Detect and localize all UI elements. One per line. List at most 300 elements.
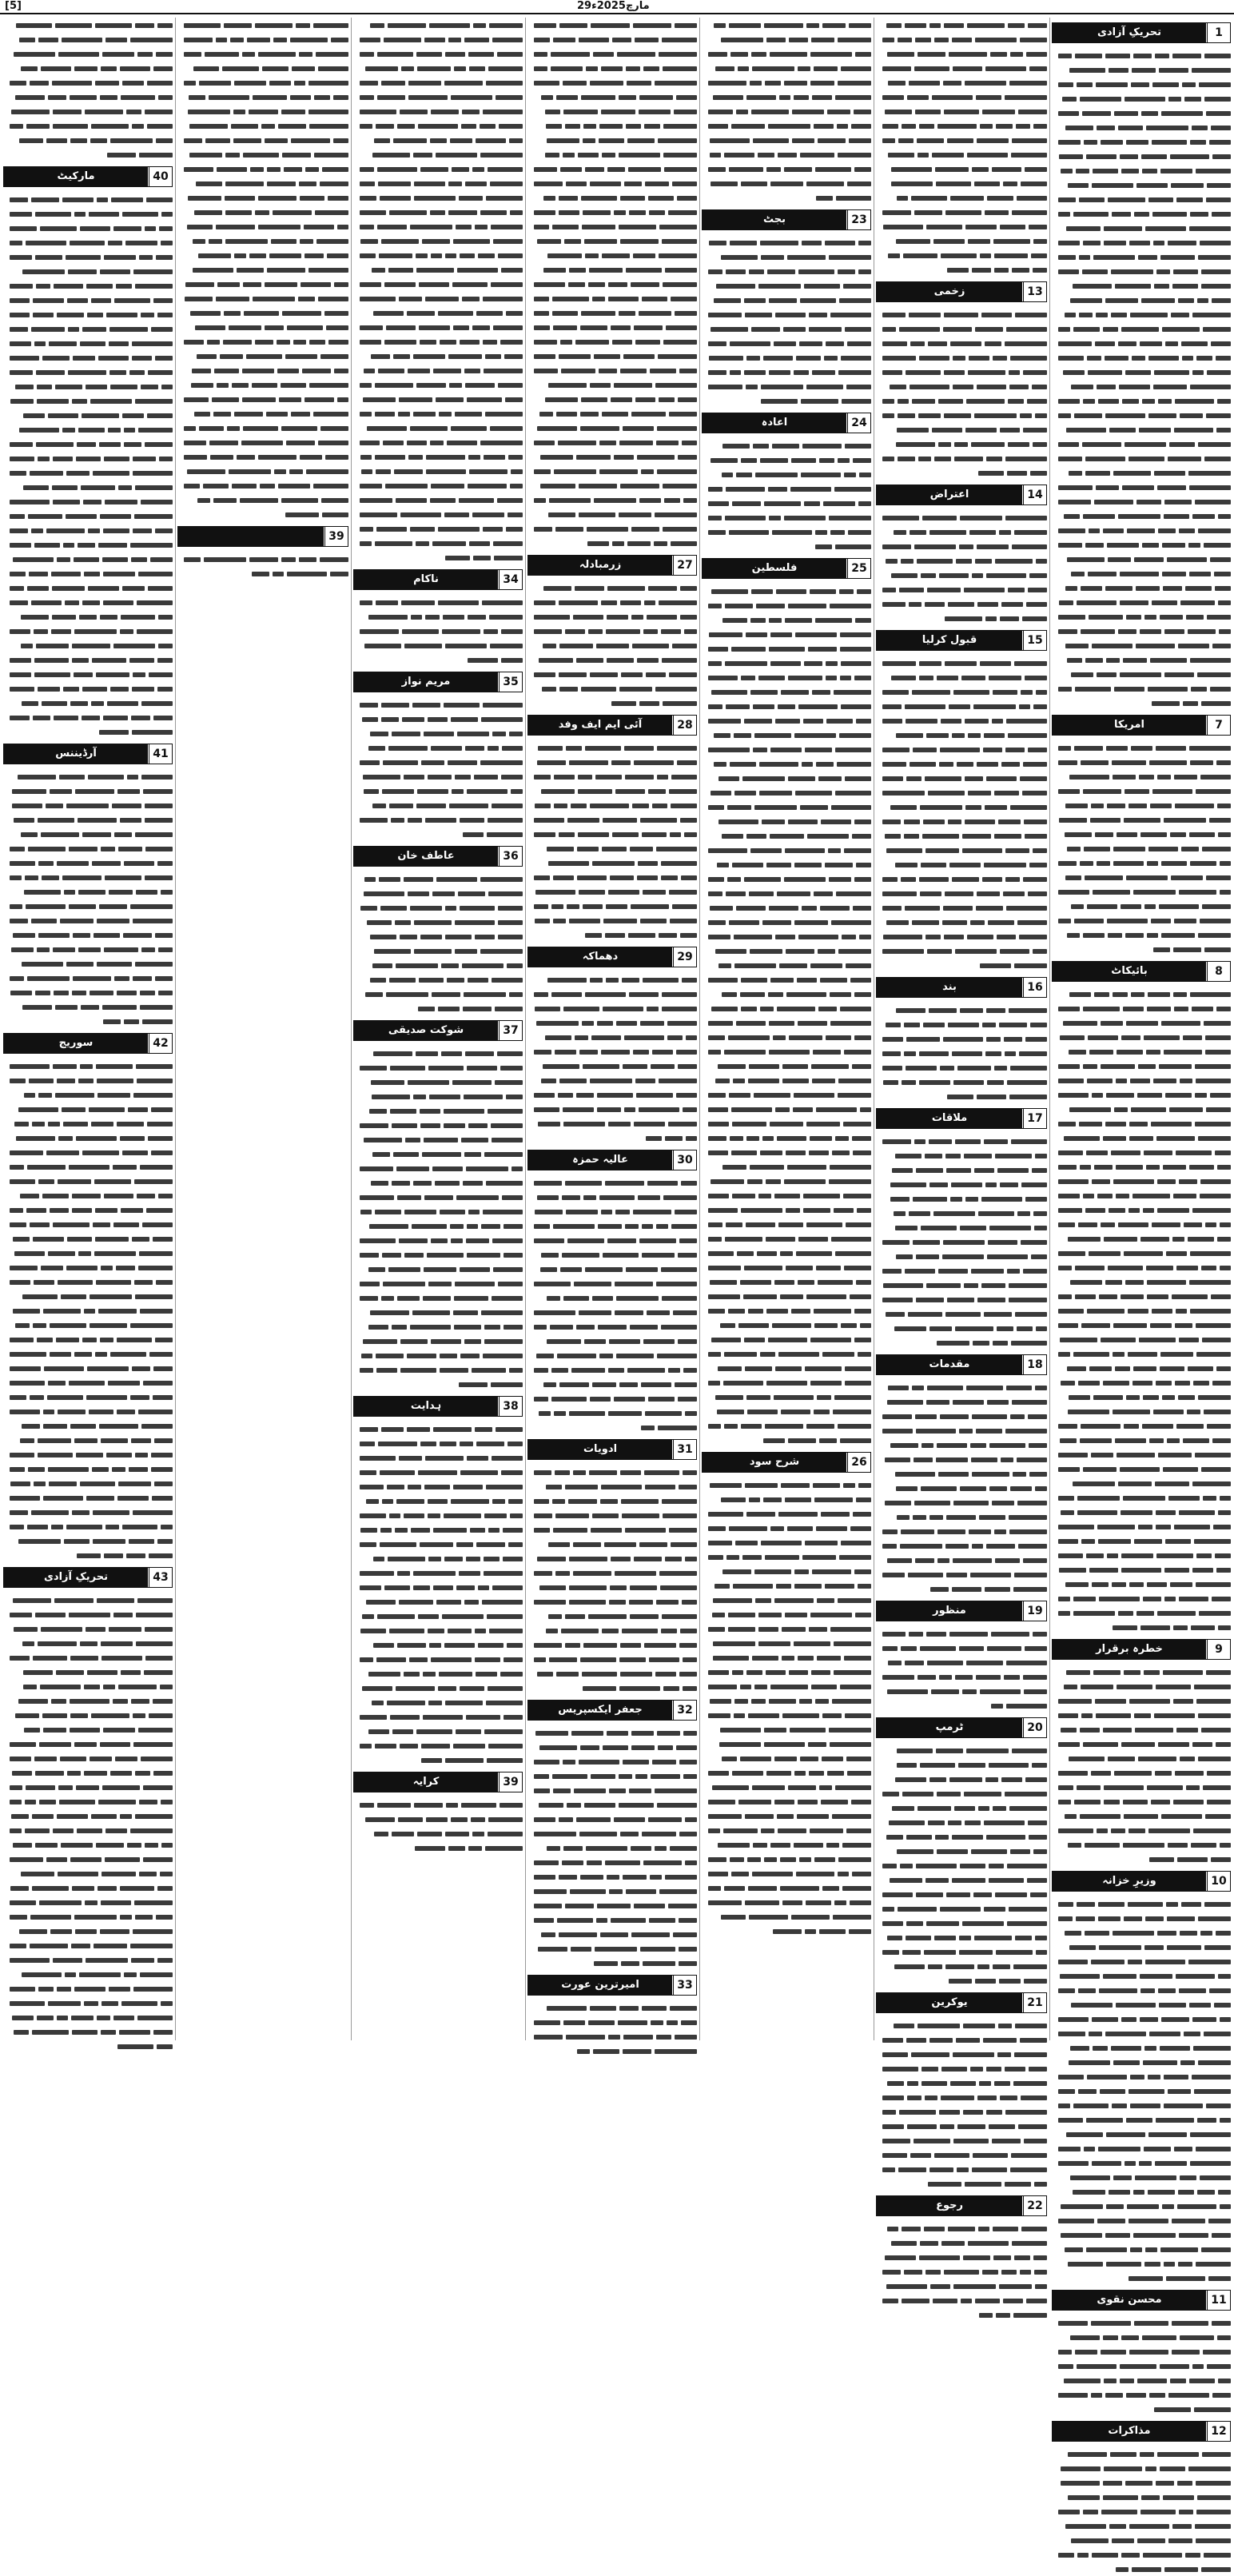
article-body xyxy=(1052,987,1231,1634)
text-line xyxy=(702,1289,871,1303)
text-line xyxy=(527,855,697,870)
continuation-title: ہدایت xyxy=(354,1397,499,1416)
continuation-header xyxy=(353,1396,523,1417)
text-line xyxy=(3,1751,173,1765)
text-line xyxy=(527,233,697,248)
text-line xyxy=(353,1623,523,1637)
text-line xyxy=(177,147,348,161)
text-line xyxy=(1052,841,1231,855)
text-line xyxy=(1052,1490,1231,1505)
text-line xyxy=(527,104,697,118)
text-line xyxy=(702,1188,871,1202)
text-line xyxy=(527,521,697,536)
text-line xyxy=(527,262,697,277)
text-line xyxy=(876,307,1047,321)
text-line xyxy=(876,336,1047,350)
text-line xyxy=(3,942,173,956)
text-line xyxy=(876,1581,1047,1596)
text-line xyxy=(876,1306,1047,1321)
text-line xyxy=(876,1423,1047,1438)
text-line xyxy=(3,1794,173,1808)
text-line xyxy=(3,1174,173,1188)
text-line xyxy=(353,262,523,277)
continuation-number: 22 xyxy=(1023,2196,1046,2215)
text-line xyxy=(1052,465,1231,480)
text-line xyxy=(3,1808,173,1823)
text-line xyxy=(1052,1983,1231,1997)
article-body xyxy=(1052,2446,1231,2576)
text-line xyxy=(353,638,523,652)
text-line xyxy=(527,18,697,32)
text-line xyxy=(353,305,523,320)
continuation-number: 26 xyxy=(847,1453,870,1472)
text-line xyxy=(1052,91,1231,106)
text-line xyxy=(876,1669,1047,1684)
text-line xyxy=(353,755,523,769)
continuation-number: 13 xyxy=(1023,282,1046,301)
text-line xyxy=(1052,870,1231,884)
text-line xyxy=(3,1260,173,1274)
text-line xyxy=(876,1495,1047,1509)
continuation-number: 27 xyxy=(673,556,696,575)
text-line xyxy=(1052,2155,1231,2170)
continuation-header xyxy=(1052,22,1231,43)
text-line xyxy=(876,393,1047,408)
text-line xyxy=(876,1815,1047,1829)
text-line xyxy=(353,1334,523,1348)
text-line xyxy=(353,1319,523,1334)
news-column xyxy=(1052,18,1231,2438)
text-line xyxy=(3,1679,173,1693)
text-line xyxy=(876,2235,1047,2250)
text-line xyxy=(3,1895,173,1909)
text-line xyxy=(177,176,348,190)
text-line xyxy=(3,104,173,118)
text-line xyxy=(3,61,173,75)
text-line xyxy=(3,1693,173,1708)
article-body xyxy=(527,1725,697,1970)
continuation-title: مذاکرات xyxy=(1053,2422,1207,2441)
text-line xyxy=(527,913,697,927)
text-line xyxy=(177,492,348,507)
text-line xyxy=(527,884,697,899)
continuation-header xyxy=(702,209,871,230)
text-line xyxy=(1052,784,1231,798)
text-line xyxy=(527,2000,697,2015)
text-line xyxy=(353,900,523,915)
text-line xyxy=(527,507,697,521)
text-line xyxy=(353,697,523,712)
continuation-header xyxy=(527,1700,697,1721)
text-line xyxy=(3,999,173,1014)
text-line xyxy=(1052,494,1231,508)
text-line xyxy=(527,1406,697,1420)
continuation-header xyxy=(353,1772,523,1792)
text-line xyxy=(3,827,173,841)
text-line xyxy=(702,1549,871,1564)
text-line xyxy=(3,1952,173,1967)
text-line xyxy=(3,1014,173,1028)
continuation-number: 39 xyxy=(499,1772,522,1792)
text-line xyxy=(702,1361,871,1375)
text-line xyxy=(1052,2490,1231,2504)
text-line xyxy=(1052,451,1231,465)
continuation-header xyxy=(1052,2421,1231,2442)
text-line xyxy=(3,1159,173,1174)
text-line xyxy=(876,2162,1047,2176)
text-line xyxy=(876,1626,1047,1641)
text-line xyxy=(1052,1116,1231,1130)
text-line xyxy=(1052,537,1231,552)
text-line xyxy=(876,785,1047,800)
text-line xyxy=(527,1580,697,1594)
text-line xyxy=(3,1593,173,1607)
text-line xyxy=(702,1866,871,1880)
continuation-header xyxy=(527,555,697,576)
text-line xyxy=(3,1490,173,1505)
text-line xyxy=(3,422,173,437)
text-line xyxy=(527,1290,697,1305)
text-line xyxy=(702,1909,871,1924)
continuation-title: منظور xyxy=(877,1601,1023,1621)
text-line xyxy=(353,1465,523,1479)
text-line xyxy=(1052,1044,1231,1059)
text-line xyxy=(527,755,697,769)
text-line xyxy=(876,118,1047,133)
text-line xyxy=(702,857,871,871)
text-line xyxy=(876,2307,1047,2322)
text-line xyxy=(702,900,871,915)
text-line xyxy=(702,1535,871,1549)
text-line xyxy=(353,1103,523,1118)
text-line xyxy=(1052,523,1231,537)
text-line xyxy=(353,1609,523,1623)
text-line xyxy=(1052,149,1231,163)
text-line xyxy=(702,871,871,886)
continuation-number: 40 xyxy=(149,167,172,186)
issue-date: 29مارچ2025ء xyxy=(577,0,650,12)
text-line xyxy=(527,841,697,855)
text-line xyxy=(1052,62,1231,77)
text-line xyxy=(3,1289,173,1303)
text-line xyxy=(353,769,523,784)
text-line xyxy=(527,1247,697,1262)
text-line xyxy=(353,886,523,900)
text-line xyxy=(1052,235,1231,249)
continuation-header xyxy=(876,1992,1047,2013)
text-line xyxy=(876,1249,1047,1263)
continuation-number: 10 xyxy=(1207,1872,1230,1891)
text-line xyxy=(702,1765,871,1780)
text-line xyxy=(527,1956,697,1970)
text-line xyxy=(876,843,1047,857)
text-line xyxy=(1052,249,1231,264)
text-line xyxy=(527,972,697,987)
text-line xyxy=(3,1722,173,1737)
text-line xyxy=(353,871,523,886)
text-line xyxy=(1052,2199,1231,2213)
text-line xyxy=(702,336,871,350)
text-line xyxy=(353,784,523,798)
text-line xyxy=(702,1375,871,1390)
text-line xyxy=(1052,1260,1231,1274)
text-line xyxy=(527,349,697,363)
text-line xyxy=(702,1346,871,1361)
text-line xyxy=(527,1420,697,1434)
text-line xyxy=(702,1030,871,1044)
text-line xyxy=(702,828,871,843)
text-line xyxy=(1052,1708,1231,1722)
continuation-title: عالیہ حمزہ xyxy=(528,1150,673,1170)
text-line xyxy=(3,1780,173,1794)
text-line xyxy=(3,235,173,249)
text-line xyxy=(1052,1390,1231,1404)
text-line xyxy=(527,1522,697,1537)
article-body xyxy=(177,18,348,521)
text-line xyxy=(702,393,871,408)
text-line xyxy=(702,249,871,264)
continuation-title: مارکیٹ xyxy=(4,167,149,186)
text-line xyxy=(527,1826,697,1840)
text-line xyxy=(1052,1548,1231,1562)
text-line xyxy=(876,568,1047,582)
text-line xyxy=(177,349,348,363)
article-body xyxy=(527,1175,697,1434)
text-line xyxy=(1052,1102,1231,1116)
text-line xyxy=(353,827,523,841)
continuation-number: 11 xyxy=(1207,2291,1230,2310)
continuation-title: آئی ایم ایف وفد xyxy=(528,716,673,735)
continuation-title: زرمبادلہ xyxy=(528,556,673,575)
continuation-header xyxy=(3,1567,173,1588)
text-line xyxy=(353,392,523,406)
text-line xyxy=(702,728,871,742)
continuation-header xyxy=(1052,2290,1231,2311)
text-line xyxy=(1052,769,1231,784)
text-line xyxy=(177,219,348,233)
text-line xyxy=(3,798,173,812)
text-line xyxy=(3,552,173,566)
text-line xyxy=(353,1637,523,1652)
text-line xyxy=(353,1522,523,1537)
text-line xyxy=(527,1812,697,1826)
continuation-header xyxy=(1052,715,1231,736)
text-line xyxy=(876,321,1047,336)
text-line xyxy=(353,1218,523,1233)
text-line xyxy=(1052,1174,1231,1188)
text-line xyxy=(702,800,871,814)
text-line xyxy=(1052,987,1231,1001)
text-line xyxy=(1052,927,1231,942)
continuation-number: 29 xyxy=(673,947,696,967)
text-line xyxy=(3,321,173,336)
continuation-number: 28 xyxy=(673,716,696,735)
text-line xyxy=(527,1912,697,1927)
text-line xyxy=(702,972,871,987)
text-line xyxy=(1052,1433,1231,1447)
text-line xyxy=(876,1278,1047,1292)
text-line xyxy=(1052,1577,1231,1591)
text-line xyxy=(1052,812,1231,827)
continuation-title: جعفر ایکسپریس xyxy=(528,1701,673,1720)
text-line xyxy=(876,1206,1047,1220)
text-line xyxy=(353,943,523,958)
news-column xyxy=(353,18,523,2040)
text-line xyxy=(702,1044,871,1059)
text-line xyxy=(3,784,173,798)
text-line xyxy=(1052,48,1231,62)
article-body xyxy=(876,1380,1047,1596)
article-body xyxy=(3,192,173,739)
column-divider xyxy=(525,18,526,2040)
column-divider xyxy=(351,18,352,2040)
text-line xyxy=(876,1466,1047,1481)
text-line xyxy=(1052,1620,1231,1634)
text-line xyxy=(353,449,523,464)
text-line xyxy=(3,1102,173,1116)
text-line xyxy=(353,61,523,75)
text-line xyxy=(876,219,1047,233)
text-line xyxy=(702,1015,871,1030)
text-line xyxy=(1052,1274,1231,1289)
text-line xyxy=(876,1930,1047,1944)
text-line xyxy=(527,1377,697,1391)
continuation-title: سوریج xyxy=(4,1034,149,1053)
text-line xyxy=(353,492,523,507)
text-line xyxy=(876,2018,1047,2032)
text-line xyxy=(876,1844,1047,1858)
article-body xyxy=(702,18,871,205)
text-line xyxy=(527,1869,697,1884)
text-line xyxy=(876,90,1047,104)
text-line xyxy=(353,1262,523,1276)
text-line xyxy=(353,133,523,147)
text-line xyxy=(876,553,1047,568)
article-body xyxy=(3,1593,173,2053)
text-line xyxy=(353,1175,523,1190)
text-line xyxy=(353,334,523,349)
text-line xyxy=(527,1204,697,1218)
text-line xyxy=(3,537,173,552)
text-line xyxy=(3,350,173,365)
text-line xyxy=(876,684,1047,699)
text-line xyxy=(1052,1808,1231,1823)
text-line xyxy=(3,1145,173,1159)
text-line xyxy=(1052,2112,1231,2127)
text-line xyxy=(1052,1087,1231,1102)
text-line xyxy=(527,987,697,1001)
text-line xyxy=(353,46,523,61)
text-line xyxy=(876,656,1047,670)
text-line xyxy=(702,699,871,713)
text-line xyxy=(876,1524,1047,1538)
text-line xyxy=(876,539,1047,553)
continuation-header xyxy=(1052,1639,1231,1660)
article-body xyxy=(353,1422,523,1767)
text-line xyxy=(3,1708,173,1722)
article-body xyxy=(1052,1896,1231,2285)
text-line xyxy=(876,1134,1047,1148)
text-line xyxy=(353,1436,523,1450)
text-line xyxy=(1052,1246,1231,1260)
text-line xyxy=(876,1655,1047,1669)
continuation-number: 43 xyxy=(149,1568,172,1587)
text-line xyxy=(1052,408,1231,422)
text-line xyxy=(1052,1911,1231,1925)
text-line xyxy=(702,1274,871,1289)
continuation-header xyxy=(527,947,697,967)
text-line xyxy=(177,291,348,305)
text-line xyxy=(527,1262,697,1276)
text-line xyxy=(527,798,697,812)
text-line xyxy=(3,1318,173,1332)
text-line xyxy=(527,75,697,90)
text-line xyxy=(3,1737,173,1751)
text-line xyxy=(353,1305,523,1319)
text-line xyxy=(702,18,871,32)
text-line xyxy=(1052,1447,1231,1461)
text-line xyxy=(876,1553,1047,1567)
text-line xyxy=(702,684,871,699)
continuation-number: 12 xyxy=(1207,2422,1230,2441)
column-divider xyxy=(1049,18,1050,2040)
text-line xyxy=(527,1855,697,1869)
text-line xyxy=(702,75,871,90)
text-line xyxy=(353,712,523,726)
text-line xyxy=(177,277,348,291)
text-line xyxy=(527,1508,697,1522)
text-line xyxy=(876,190,1047,205)
text-line xyxy=(876,1509,1047,1524)
text-line xyxy=(1052,1361,1231,1375)
text-line xyxy=(876,2119,1047,2133)
text-line xyxy=(1052,798,1231,812)
text-line xyxy=(702,1621,871,1636)
text-line xyxy=(876,814,1047,828)
text-line xyxy=(177,233,348,248)
text-line xyxy=(527,478,697,492)
continuation-number: 23 xyxy=(847,210,870,229)
text-line xyxy=(876,350,1047,365)
text-line xyxy=(527,1391,697,1406)
text-line xyxy=(527,1797,697,1812)
text-line xyxy=(527,1884,697,1898)
article-body xyxy=(3,18,173,161)
text-line xyxy=(702,598,871,612)
text-line xyxy=(3,956,173,971)
text-line xyxy=(3,1880,173,1895)
text-line xyxy=(3,336,173,350)
text-line xyxy=(3,494,173,508)
text-line xyxy=(177,190,348,205)
text-line xyxy=(527,1537,697,1551)
text-line xyxy=(527,1754,697,1769)
text-line xyxy=(177,133,348,147)
continuation-header xyxy=(527,1150,697,1170)
continuation-header xyxy=(876,1108,1047,1129)
text-line xyxy=(527,1087,697,1102)
text-line xyxy=(702,1217,871,1231)
text-line xyxy=(1052,2040,1231,2055)
text-line xyxy=(3,1476,173,1490)
text-line xyxy=(876,2133,1047,2147)
text-line xyxy=(1052,177,1231,192)
text-line xyxy=(1052,2026,1231,2040)
text-line xyxy=(527,1623,697,1637)
text-line xyxy=(1052,2359,1231,2373)
text-line xyxy=(876,2104,1047,2119)
text-line xyxy=(353,161,523,176)
